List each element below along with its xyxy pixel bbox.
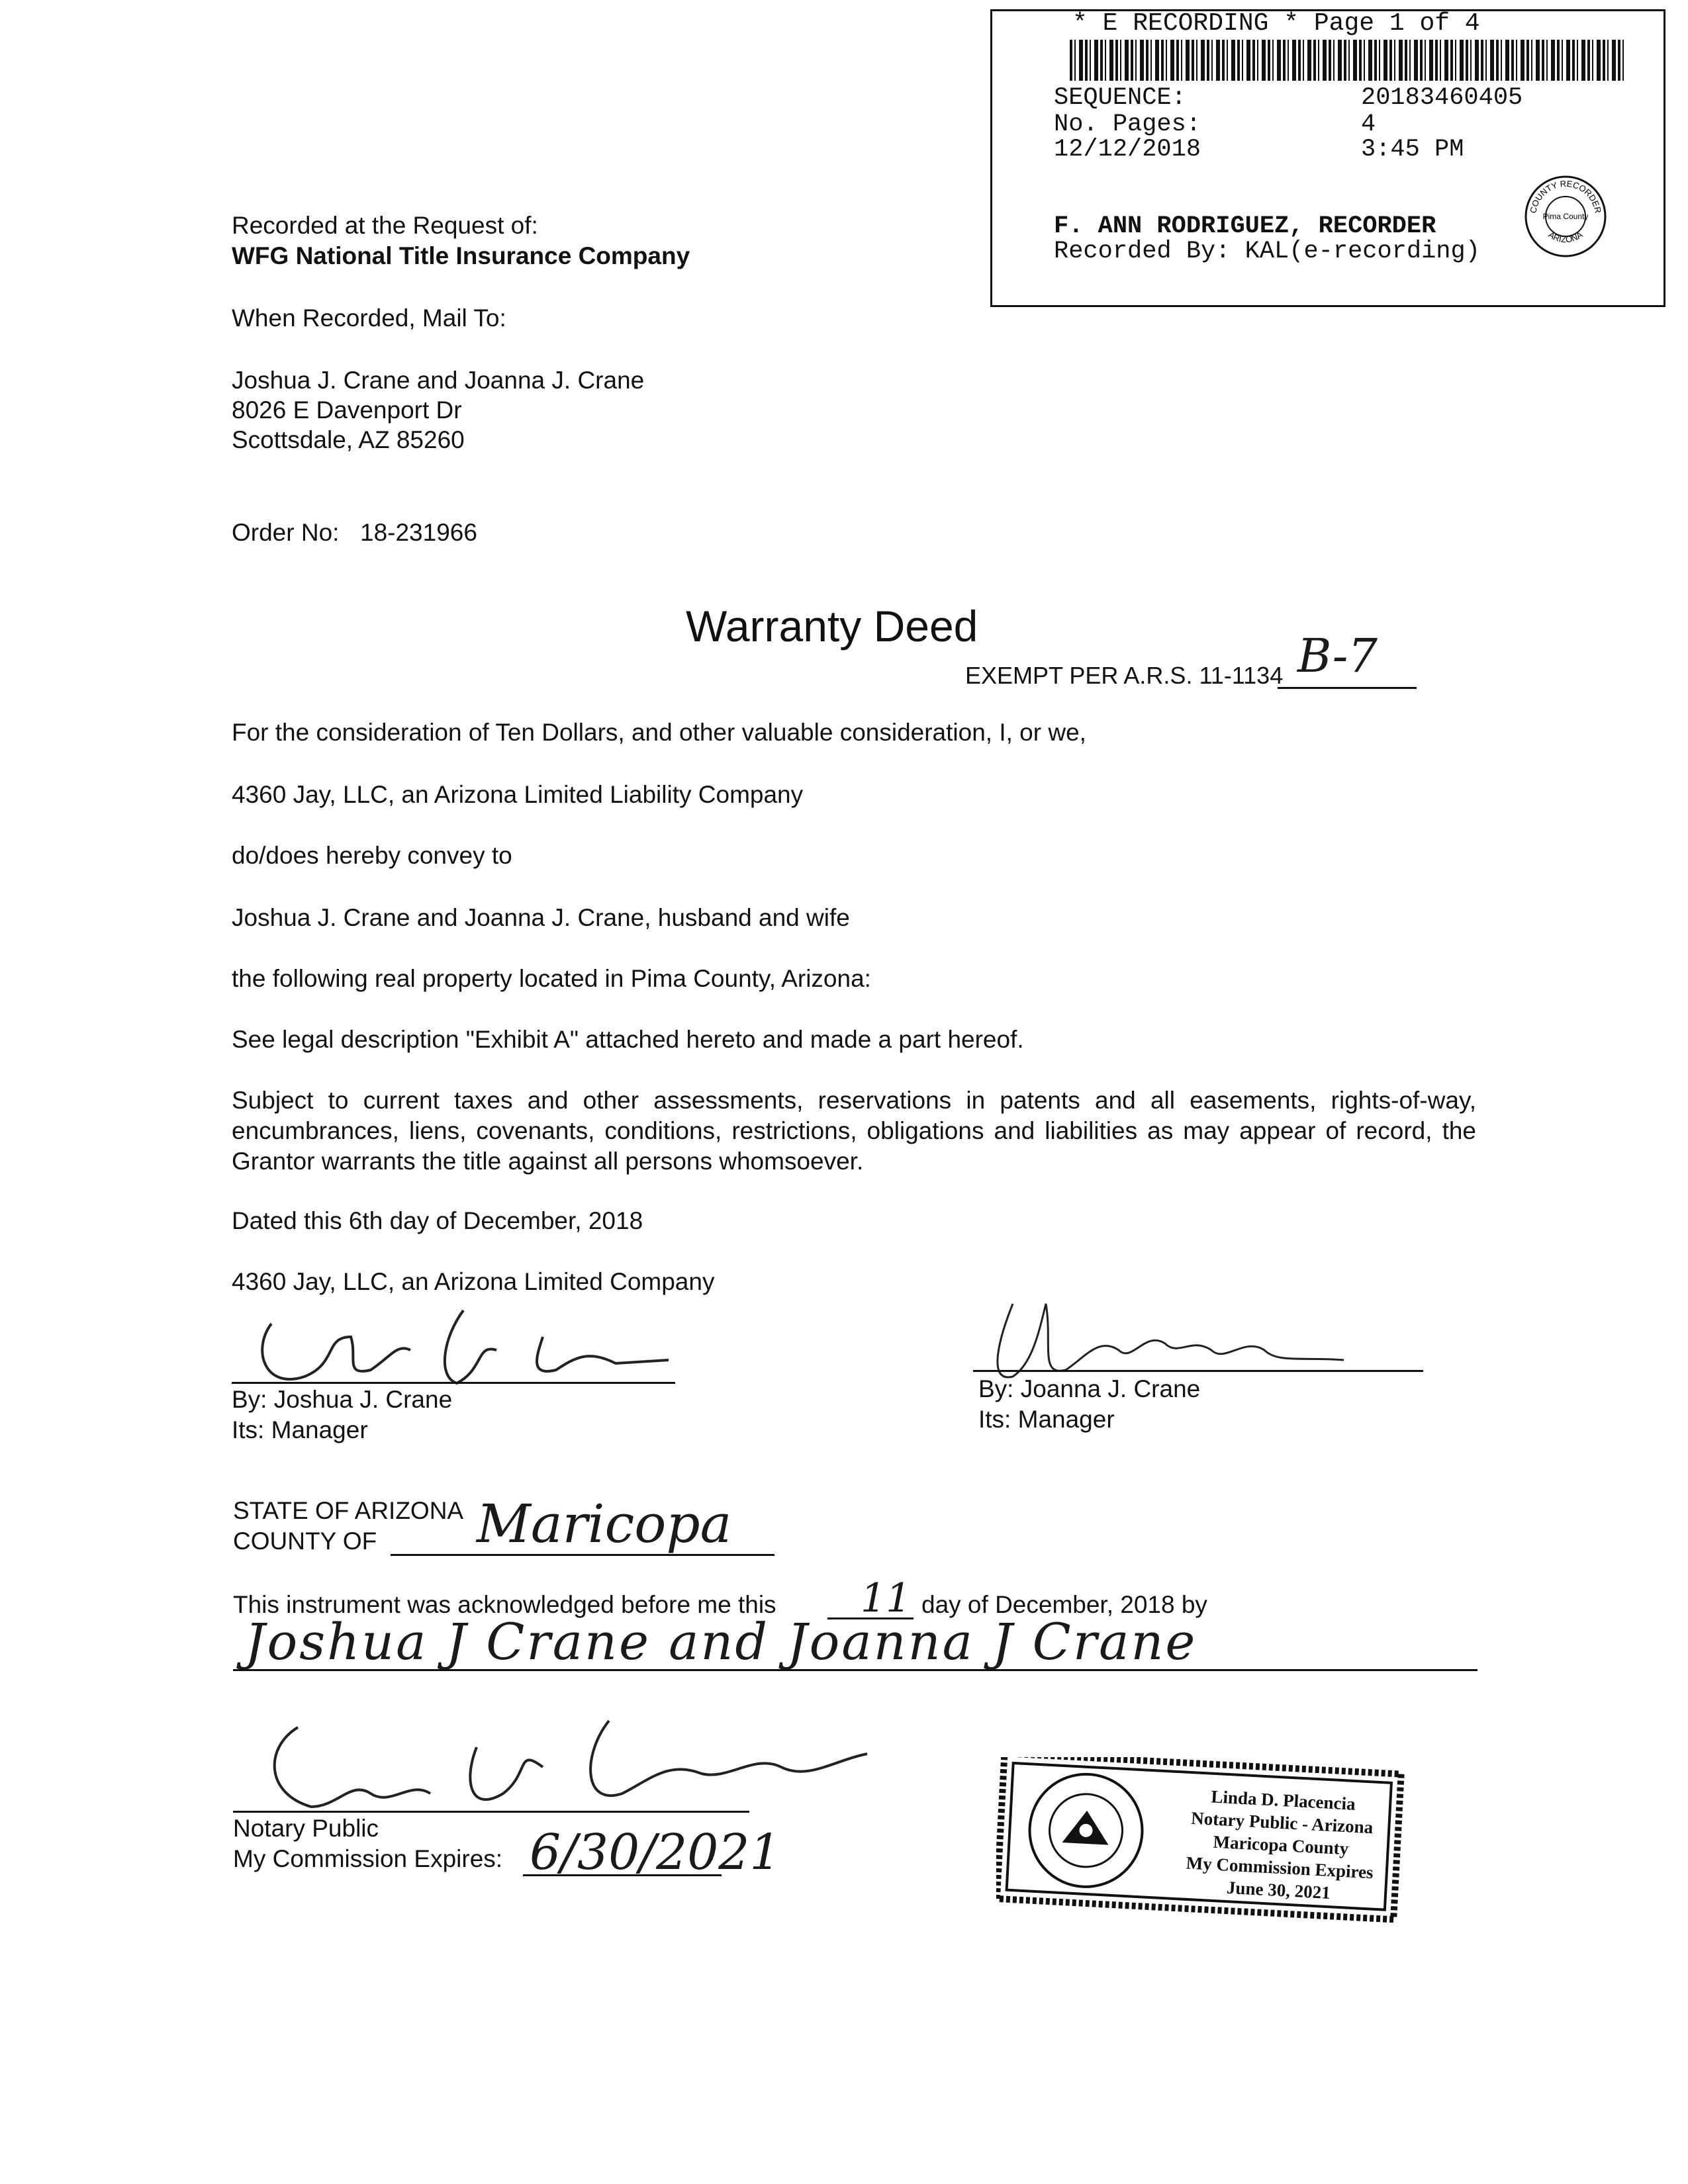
svg-text:Pima County: Pima County (1542, 212, 1589, 221)
legal-description-text: See legal description "Exhibit A" attached hereto and made a part hereof. (232, 1026, 1024, 1053)
signer2-its: Its: Manager (978, 1406, 1115, 1433)
exempt-text: EXEMPT PER A.R.S. 11-1134 (965, 662, 1284, 689)
recorder-name: F. ANN RODRIGUEZ, RECORDER (1054, 212, 1436, 240)
signer2-by: By: Joanna J. Crane (978, 1375, 1201, 1402)
names-line (233, 1669, 1477, 1671)
recorded-by: Recorded By: KAL(e-recording) (1054, 238, 1480, 265)
signer1-its: Its: Manager (232, 1416, 368, 1443)
svg-text:ARIZONA: ARIZONA (1546, 229, 1585, 245)
sequence-value: 20183460405 (1361, 84, 1523, 112)
ack-text-after: day of December, 2018 by (921, 1591, 1207, 1618)
subject-paragraph: Subject to current taxes and other assessments, reservations in patents and all easements, rights-of-way, encumbrances, liens, covenants, conditions, restrictions, obligations and liabilities as may appear of record, the Grantor warrants the title against all persons whomsoever. (232, 1087, 1476, 1175)
exempt-code-handwritten: B-7 (1297, 629, 1378, 683)
ack-day-handwritten: 11 (861, 1575, 912, 1621)
notary-signature-line (233, 1811, 749, 1813)
signature-company: 4360 Jay, LLC, an Arizona Limited Company (232, 1268, 715, 1295)
stamp-line-county: Maricopa County (1212, 1831, 1350, 1859)
pages-label: No. Pages: (1054, 111, 1201, 138)
signer1-by: By: Joshua J. Crane (232, 1386, 453, 1413)
stamp-line-expires-date: June 30, 2021 (1226, 1877, 1331, 1903)
mail-to-label: When Recorded, Mail To: (232, 304, 506, 332)
svg-text:COUNTY RECORDER: COUNTY RECORDER (1528, 178, 1603, 214)
record-date: 12/12/2018 (1054, 136, 1201, 163)
order-label: Order No: (232, 519, 340, 546)
page-title: Warranty Deed (686, 602, 978, 651)
grantor-text: 4360 Jay, LLC, an Arizona Limited Liability Company (232, 781, 804, 808)
notary-expires-label: My Commission Expires: (233, 1845, 503, 1872)
mail-to-city: Scottsdale, AZ 85260 (232, 426, 465, 453)
expires-line (523, 1874, 722, 1876)
mail-to-name: Joshua J. Crane and Joanna J. Crane (232, 367, 645, 394)
property-text: the following real property located in Pima County, Arizona: (232, 965, 871, 992)
county-recorder-seal-icon (1523, 173, 1609, 259)
ack-county-label: COUNTY OF (233, 1527, 377, 1555)
mail-to-street: 8026 E Davenport Dr (232, 396, 462, 424)
ack-state: STATE OF ARIZONA (233, 1497, 464, 1524)
stamp-line-name: Linda D. Placencia (1210, 1786, 1356, 1814)
exempt-underline (1278, 687, 1417, 689)
notary-label: Notary Public (233, 1815, 379, 1842)
notary-expires-handwritten: 6/30/2021 (530, 1824, 781, 1881)
recorder-header: * E RECORDING * Page 1 of 4 (1072, 9, 1480, 38)
grantee-text: Joshua J. Crane and Joanna J. Crane, husband and wife (232, 904, 850, 931)
request-company: WFG National Title Insurance Company (232, 242, 690, 269)
pages-value: 4 (1361, 111, 1376, 138)
ack-county-handwritten: Maricopa (477, 1493, 732, 1555)
record-time: 3:45 PM (1361, 136, 1464, 163)
stamp-line-expires-label: My Commission Expires (1186, 1852, 1374, 1883)
request-label: Recorded at the Request of: (232, 212, 538, 239)
dated-text: Dated this 6th day of December, 2018 (232, 1207, 643, 1234)
county-line (391, 1554, 774, 1556)
signature-line-1 (232, 1382, 675, 1384)
order-number: 18-231966 (360, 519, 477, 546)
notary-stamp (996, 1757, 1407, 1923)
consideration-text: For the consideration of Ten Dollars, and other valuable consideration, I, or we, (232, 719, 1086, 746)
ack-names-handwritten: Joshua J Crane and Joanna J Crane (245, 1612, 1197, 1671)
sequence-label: SEQUENCE: (1054, 84, 1186, 112)
ack-text-before: This instrument was acknowledged before me this (233, 1591, 776, 1618)
barcode (1070, 40, 1626, 81)
signature-line-2 (973, 1370, 1423, 1372)
stamp-line-title: Notary Public - Arizona (1190, 1807, 1374, 1838)
convey-text: do/does hereby convey to (232, 842, 512, 869)
